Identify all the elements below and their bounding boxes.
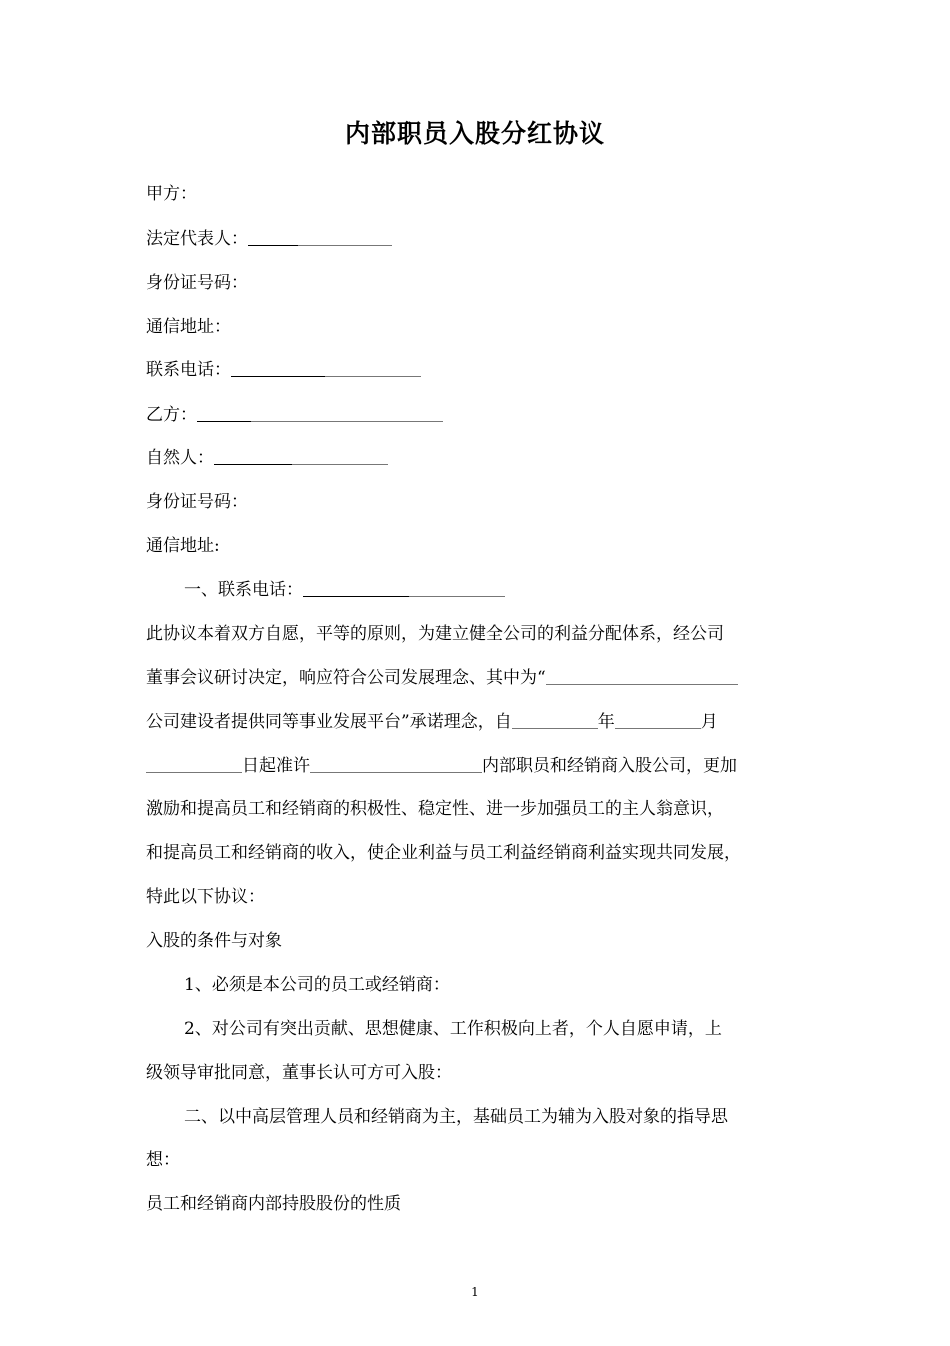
natural-person-line bbox=[146, 446, 388, 470]
phone-a-line bbox=[146, 358, 421, 382]
month-label: 月 bbox=[700, 712, 718, 732]
phone-a-blank bbox=[231, 358, 421, 377]
para1-line4-text: 内部职员和经销商入股公司，更加 bbox=[482, 756, 737, 776]
page-number: 1 bbox=[471, 1285, 479, 1299]
heading-conditions: 入股的条件与对象 bbox=[146, 931, 282, 951]
company-name-blank bbox=[546, 666, 738, 685]
legal-representative-blank bbox=[248, 227, 392, 246]
para1-line5: 激励和提高员工和经销商的积极性、稳定性、进一步加强员工的主人翁意识， bbox=[146, 799, 724, 819]
item-2-line1: 2、对公司有突出贡献、思想健康、工作积极向上者，个人自愿申请，上 bbox=[184, 1019, 722, 1039]
year-label: 年 bbox=[597, 712, 615, 732]
para1-line2 bbox=[146, 666, 738, 690]
section2-line1: 二、以中高层管理人员和经销商为主，基础员工为辅为入股对象的指导思 bbox=[184, 1107, 728, 1127]
para1-line7: 特此以下协议： bbox=[146, 887, 265, 907]
phone-a-label: 联系电话： bbox=[146, 360, 231, 380]
section2-line2: 想： bbox=[146, 1150, 180, 1170]
party-b-blank bbox=[197, 403, 443, 422]
legal-representative-label: 法定代表人： bbox=[146, 229, 248, 249]
natural-person-label: 自然人： bbox=[146, 448, 214, 468]
section1-phone-label: 一、联系电话： bbox=[184, 580, 303, 600]
party-b-line bbox=[146, 403, 443, 427]
company-blank-2 bbox=[310, 754, 482, 773]
para1-line2-text: 董事会议研讨决定，响应符合公司发展理念、其中为“ bbox=[146, 668, 546, 688]
address-a-label: 通信地址： bbox=[146, 317, 231, 337]
para1-line1: 此协议本着双方自愿，平等的原则，为建立健全公司的利益分配体系，经公司 bbox=[146, 624, 724, 644]
year-blank bbox=[512, 710, 598, 729]
day-label: 日起准许 bbox=[242, 756, 310, 776]
id-number-b-label: 身份证号码： bbox=[146, 492, 248, 512]
party-a-label: 甲方： bbox=[146, 184, 197, 204]
item-2-line2: 级领导审批同意，董事长认可方可入股： bbox=[146, 1063, 452, 1083]
legal-representative-line bbox=[146, 227, 392, 251]
para1-line3-text: 公司建设者提供同等事业发展平台”承诺理念，自 bbox=[146, 712, 512, 732]
item-1: 1、必须是本公司的员工或经销商： bbox=[184, 975, 450, 995]
address-b-label: 通信地址: bbox=[146, 536, 220, 556]
section1-phone-line bbox=[184, 578, 505, 602]
para1-line4 bbox=[146, 754, 737, 778]
month-blank bbox=[615, 710, 701, 729]
document-title: 内部职员入股分红协议 bbox=[344, 119, 605, 148]
id-number-a-label: 身份证号码： bbox=[146, 273, 248, 293]
section1-phone-blank bbox=[303, 578, 505, 597]
heading-nature: 员工和经销商内部持股股份的性质 bbox=[146, 1194, 401, 1214]
day-blank bbox=[146, 754, 242, 773]
para1-line6: 和提高员工和经销商的收入，使企业利益与员工利益经销商利益实现共同发展， bbox=[146, 843, 741, 863]
para1-line3 bbox=[146, 710, 718, 734]
natural-person-blank bbox=[214, 446, 388, 465]
party-b-label: 乙方： bbox=[146, 405, 197, 425]
